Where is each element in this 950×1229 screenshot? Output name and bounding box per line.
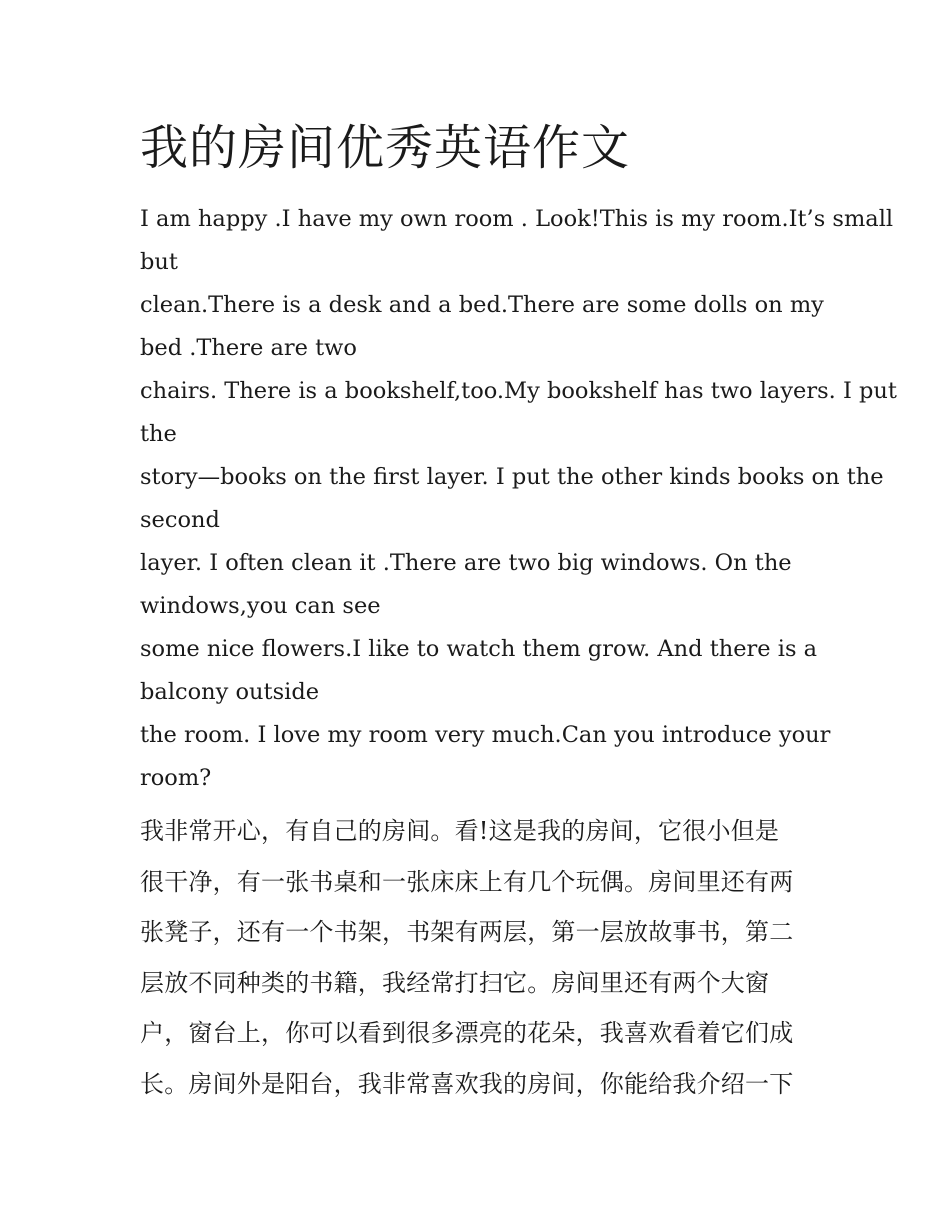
- english-line: clean.There is a desk and a bed.There are some dolls on my: [140, 292, 824, 318]
- chinese-line: 很干净，有一张书桌和一张床床上有几个玩偶。房间里还有两: [140, 867, 794, 896]
- english-line: some nice flowers.I like to watch them grow. And there is a: [140, 636, 818, 662]
- english-line: I am happy .I have my own room . Look!This is my room.It’s small: [140, 206, 894, 232]
- chinese-line: 我非常开心，有自己的房间。看!这是我的房间，它很小但是: [140, 817, 780, 845]
- english-line: windows,you can see: [140, 593, 381, 619]
- english-line: second: [140, 507, 220, 533]
- english-line: bed .There are two: [140, 335, 357, 361]
- document-page: [140, 112, 897, 1109]
- chinese-translation: [140, 806, 812, 1109]
- english-essay: [140, 198, 897, 800]
- english-line: the: [140, 421, 177, 447]
- chinese-line: 户，窗台上，你可以看到很多漂亮的花朵，我喜欢看着它们成: [140, 1019, 794, 1047]
- chinese-line: 张凳子，还有一个书架，书架有两层，第一层放故事书，第二: [140, 918, 794, 946]
- english-line: room?: [140, 765, 212, 791]
- chinese-line: 层放不同种类的书籍，我经常打扫它。房间里还有两个大窗: [140, 968, 770, 997]
- english-line: chairs. There is a bookshelf,too.My bookshelf has two layers. I put: [140, 378, 897, 404]
- english-line: layer. I often clean it .There are two big windows. On the: [140, 550, 792, 576]
- english-line: story—books on the first layer. I put the other kinds books on the: [140, 464, 884, 490]
- english-line: balcony outside: [140, 679, 320, 705]
- english-line: the room. I love my room very much.Can you introduce your: [140, 722, 831, 748]
- document-title: 我的房间优秀英语作文: [140, 120, 631, 176]
- chinese-line: 长。房间外是阳台，我非常喜欢我的房间，你能给我介绍一下: [140, 1069, 794, 1098]
- english-line: but: [140, 249, 178, 275]
